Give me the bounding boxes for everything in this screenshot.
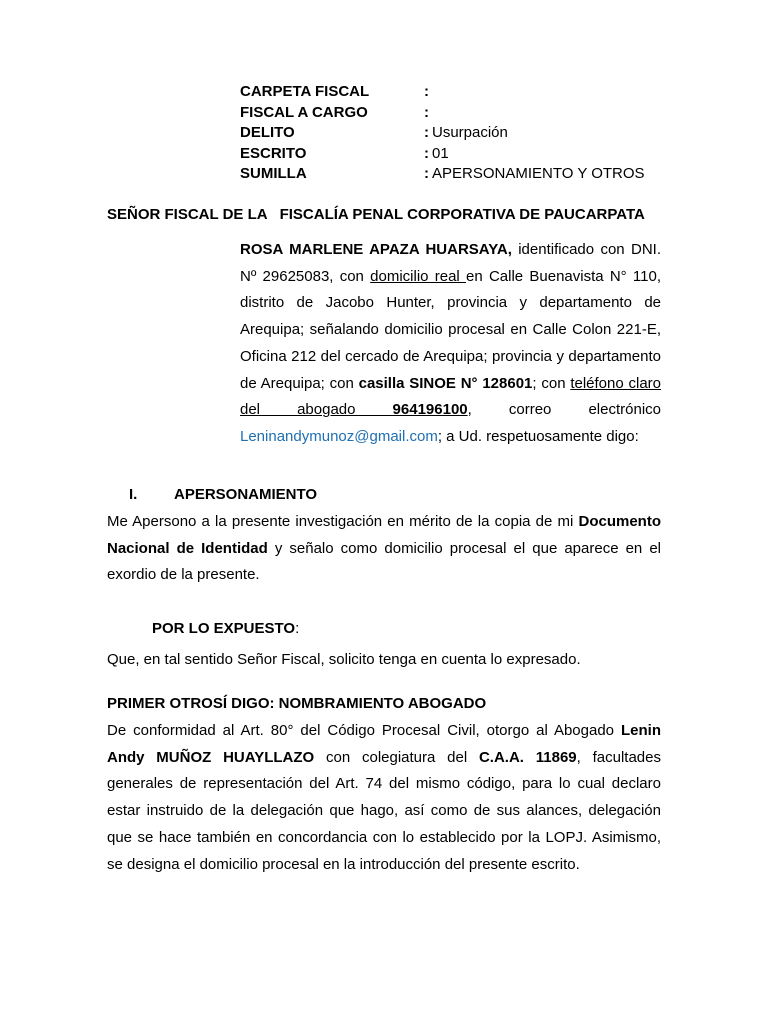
header-colon: : bbox=[424, 165, 429, 183]
domicilio-real-text: domicilio real bbox=[370, 267, 467, 285]
header-row-delito bbox=[240, 123, 645, 144]
expuesto-colon: : bbox=[295, 620, 300, 637]
lawyer-name: Lenin Andy MUÑOZ HUAYLLAZO bbox=[107, 722, 661, 766]
por-lo-expuesto-heading bbox=[152, 620, 299, 637]
otrosi-text-3: , facultades generales de representación del Art. 74 del mismo código, para lo cual declaro estar instruido de la delegación que hago, así como de sus alances, delegación que se hace también en concordancia con lo establecido por la LOPJ. Asimismo, se designa el domicilio procesal en la introducción del presente escrito. bbox=[107, 748, 661, 873]
intro-text-3: ; con bbox=[532, 374, 571, 392]
request-sentence: Que, en tal sentido Señor Fiscal, solicito tenga en cuenta lo expresado. bbox=[107, 651, 581, 668]
addressee-part2: FISCALÍA PENAL CORPORATIVA DE PAUCARPATA bbox=[279, 206, 645, 223]
petitioner-name: ROSA MARLENE APAZA HUARSAYA, bbox=[240, 241, 512, 258]
otrosi-heading: PRIMER OTROSÍ DIGO: NOMBRAMIENTO ABOGADO bbox=[107, 695, 487, 712]
sec1-text-1: Me Apersono a la presente investigación en mérito de la copia de mi bbox=[107, 513, 579, 530]
intro-text-2: en Calle Buenavista N° 110, distrito de Jacobo Hunter, provincia y departamento de Arequipa; señalando domicilio procesal en Calle Colon 221-E, Oficina 212 del cercado de Arequipa; provincia y departamento de Arequipa; con bbox=[240, 267, 662, 392]
header-value: Usurpación bbox=[432, 124, 508, 142]
header-row-escrito bbox=[240, 144, 645, 165]
apersonamiento-paragraph bbox=[107, 509, 661, 589]
addressee-heading bbox=[107, 206, 667, 223]
telefono-label: teléfono claro del abogado bbox=[240, 374, 662, 419]
otrosi-text-1: De conformidad al Art. 80° del Código Procesal Civil, otorgo al Abogado bbox=[107, 722, 621, 739]
header-colon: : bbox=[424, 103, 429, 121]
section-number: I. bbox=[129, 486, 138, 503]
sec1-text-2: y señalo como domicilio procesal el que aparece en el exordio de la presente. bbox=[107, 539, 661, 584]
section-title: APERSONAMIENTO bbox=[174, 486, 318, 503]
header-row-sumilla bbox=[240, 164, 645, 185]
header-label: SUMILLA bbox=[240, 165, 307, 183]
intro-text-4: , correo electrónico bbox=[467, 401, 661, 419]
header-value: 01 bbox=[432, 144, 449, 162]
section-heading-apersonamiento bbox=[129, 486, 317, 503]
intro-text-1: identificado con DNI. Nº 29625083, con bbox=[240, 241, 662, 285]
otrosi-text-2: con colegiatura del bbox=[314, 748, 479, 766]
expuesto-label: POR LO EXPUESTO bbox=[152, 620, 296, 637]
header-colon: : bbox=[424, 83, 429, 100]
otrosi-paragraph bbox=[107, 718, 661, 878]
header-value: APERSONAMIENTO Y OTROS bbox=[432, 165, 645, 183]
telefono-number: 964196100 bbox=[392, 401, 468, 419]
email-link[interactable]: Leninandymunoz@gmail.com bbox=[240, 427, 438, 445]
header-colon: : bbox=[424, 144, 429, 162]
casilla-sinoe: casilla SINOE N° 128601 bbox=[358, 374, 533, 392]
dni-document-text: Documento Nacional de Identidad bbox=[107, 513, 661, 557]
header-label: DELITO bbox=[240, 124, 295, 142]
header-label: CARPETA FISCAL bbox=[240, 83, 370, 100]
header-row-carpeta bbox=[240, 82, 645, 103]
intro-text-5: ; a Ud. respetuosamente digo: bbox=[437, 427, 639, 445]
intro-paragraph bbox=[240, 237, 661, 451]
header-row-fiscal bbox=[240, 103, 645, 124]
header-label: FISCAL A CARGO bbox=[240, 103, 368, 121]
addressee-part1: SEÑOR FISCAL DE LA bbox=[107, 206, 268, 223]
case-header bbox=[240, 82, 645, 185]
header-label: ESCRITO bbox=[240, 144, 307, 162]
header-colon: : bbox=[424, 124, 429, 142]
caa-number: C.A.A. 11869 bbox=[478, 748, 577, 766]
